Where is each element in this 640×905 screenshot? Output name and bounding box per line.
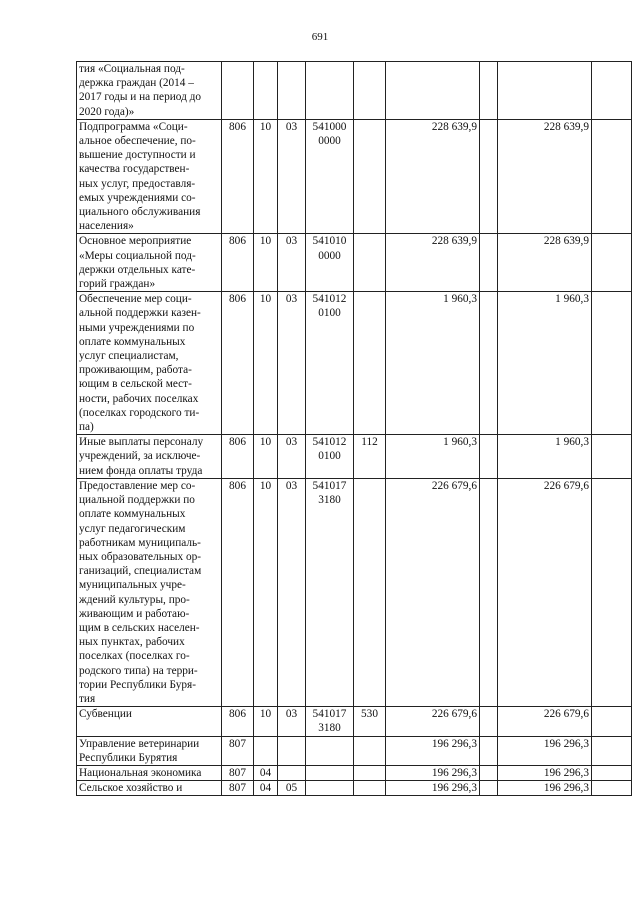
cell-section: 10: [254, 119, 278, 234]
cell-target-article: 541000 0000: [306, 119, 354, 234]
cell-target-article: 541012 0100: [306, 435, 354, 479]
cell-name: Обеспечение мер соци- альной поддержки казен- ными учреждениями по оплате коммунальных услуг специалистам, проживающим, работа- ющим в сельской мест- ности, рабочих поселках (поселках городского ти- па): [77, 292, 222, 435]
cell-ved: [222, 62, 254, 120]
cell-sum-4: [592, 435, 632, 479]
cell-ved: 806: [222, 435, 254, 479]
cell-target-article: 541017 3180: [306, 707, 354, 736]
cell-section: 10: [254, 478, 278, 706]
table-body: [77, 62, 632, 796]
cell-sum-3: 196 296,3: [498, 765, 592, 780]
cell-ved: 806: [222, 707, 254, 736]
table-row: [77, 781, 632, 796]
cell-expense-type: [354, 119, 386, 234]
table-row: [77, 736, 632, 765]
cell-target-article: 541017 3180: [306, 478, 354, 706]
cell-sum-1: [386, 62, 480, 120]
cell-sum-4: [592, 119, 632, 234]
cell-sum-3: 196 296,3: [498, 736, 592, 765]
cell-subsection: 05: [278, 781, 306, 796]
budget-table: [76, 61, 632, 796]
cell-sum-2: [480, 736, 498, 765]
cell-sum-3: 226 679,6: [498, 707, 592, 736]
cell-sum-3: 1 960,3: [498, 292, 592, 435]
cell-subsection: [278, 736, 306, 765]
cell-sum-4: [592, 736, 632, 765]
cell-target-article: 541012 0100: [306, 292, 354, 435]
cell-name: Субвенции: [77, 707, 222, 736]
cell-expense-type: [354, 765, 386, 780]
cell-section: 10: [254, 707, 278, 736]
cell-sum-2: [480, 435, 498, 479]
cell-target-article: [306, 781, 354, 796]
cell-section: [254, 62, 278, 120]
cell-section: 04: [254, 765, 278, 780]
cell-name: Предоставление мер со- циальной поддержки по оплате коммунальных услуг педагогическим работникам муниципаль- ных образовательных ор- ганизаций, специалистам муниципальных учре- ждений культуры, про- живающим и работаю- щим в сельских населен- ных пунктах, рабочих поселках (поселках го- родского типа) на терри- тории Республики Буря- тия: [77, 478, 222, 706]
cell-ved: 807: [222, 765, 254, 780]
cell-sum-2: [480, 765, 498, 780]
cell-expense-type: [354, 292, 386, 435]
cell-name: Иные выплаты персоналу учреждений, за исключе- нием фонда оплаты труда: [77, 435, 222, 479]
cell-sum-3: 226 679,6: [498, 478, 592, 706]
cell-sum-4: [592, 781, 632, 796]
cell-target-article: [306, 62, 354, 120]
table-row: [77, 435, 632, 479]
cell-target-article: 541010 0000: [306, 234, 354, 292]
cell-name: Подпрограмма «Соци- альное обеспечение, по- вышение доступности и качества государствен- ных услуг, предоставля- емых учреждениями со- циального обслуживания населения»: [77, 119, 222, 234]
table-row: [77, 119, 632, 234]
cell-sum-1: 196 296,3: [386, 736, 480, 765]
cell-sum-3: 228 639,9: [498, 119, 592, 234]
cell-ved: 806: [222, 119, 254, 234]
cell-section: 04: [254, 781, 278, 796]
cell-sum-1: 228 639,9: [386, 119, 480, 234]
cell-sum-1: 1 960,3: [386, 292, 480, 435]
cell-expense-type: [354, 234, 386, 292]
cell-sum-1: 196 296,3: [386, 765, 480, 780]
cell-sum-2: [480, 292, 498, 435]
cell-section: [254, 736, 278, 765]
cell-subsection: 03: [278, 707, 306, 736]
cell-expense-type: [354, 736, 386, 765]
cell-sum-1: 1 960,3: [386, 435, 480, 479]
cell-sum-3: 1 960,3: [498, 435, 592, 479]
cell-sum-1: 228 639,9: [386, 234, 480, 292]
cell-subsection: 03: [278, 435, 306, 479]
cell-subsection: 03: [278, 478, 306, 706]
cell-name: Основное мероприятие «Меры социальной под- держки отдельных кате- горий граждан»: [77, 234, 222, 292]
cell-sum-3: [498, 62, 592, 120]
cell-sum-2: [480, 707, 498, 736]
table-row: [77, 707, 632, 736]
cell-expense-type: [354, 478, 386, 706]
cell-sum-4: [592, 234, 632, 292]
cell-section: 10: [254, 435, 278, 479]
table-row: [77, 234, 632, 292]
cell-ved: 806: [222, 292, 254, 435]
cell-sum-4: [592, 292, 632, 435]
cell-name: тия «Социальная под- держка граждан (2014 – 2017 годы и на период до 2020 года)»: [77, 62, 222, 120]
cell-subsection: 03: [278, 119, 306, 234]
cell-name: Национальная экономика: [77, 765, 222, 780]
cell-name: Управление ветеринарии Республики Бурятия: [77, 736, 222, 765]
cell-sum-4: [592, 478, 632, 706]
cell-sum-2: [480, 119, 498, 234]
cell-expense-type: [354, 62, 386, 120]
cell-target-article: [306, 765, 354, 780]
table-row: [77, 62, 632, 120]
cell-sum-1: 226 679,6: [386, 478, 480, 706]
cell-subsection: 03: [278, 234, 306, 292]
table-row: [77, 292, 632, 435]
page-number: 691: [311, 31, 329, 43]
table-row: [77, 765, 632, 780]
cell-subsection: 03: [278, 292, 306, 435]
cell-sum-4: [592, 707, 632, 736]
cell-sum-1: 226 679,6: [386, 707, 480, 736]
cell-subsection: [278, 62, 306, 120]
cell-ved: 807: [222, 736, 254, 765]
cell-section: 10: [254, 234, 278, 292]
cell-sum-1: 196 296,3: [386, 781, 480, 796]
cell-expense-type: 530: [354, 707, 386, 736]
cell-sum-2: [480, 62, 498, 120]
cell-ved: 806: [222, 234, 254, 292]
cell-sum-2: [480, 781, 498, 796]
cell-sum-3: 228 639,9: [498, 234, 592, 292]
cell-sum-3: 196 296,3: [498, 781, 592, 796]
cell-sum-2: [480, 234, 498, 292]
cell-expense-type: 112: [354, 435, 386, 479]
cell-expense-type: [354, 781, 386, 796]
cell-sum-2: [480, 478, 498, 706]
cell-target-article: [306, 736, 354, 765]
cell-ved: 807: [222, 781, 254, 796]
cell-subsection: [278, 765, 306, 780]
cell-name: Сельское хозяйство и: [77, 781, 222, 796]
cell-ved: 806: [222, 478, 254, 706]
table-row: [77, 478, 632, 706]
cell-sum-4: [592, 765, 632, 780]
cell-sum-4: [592, 62, 632, 120]
cell-section: 10: [254, 292, 278, 435]
